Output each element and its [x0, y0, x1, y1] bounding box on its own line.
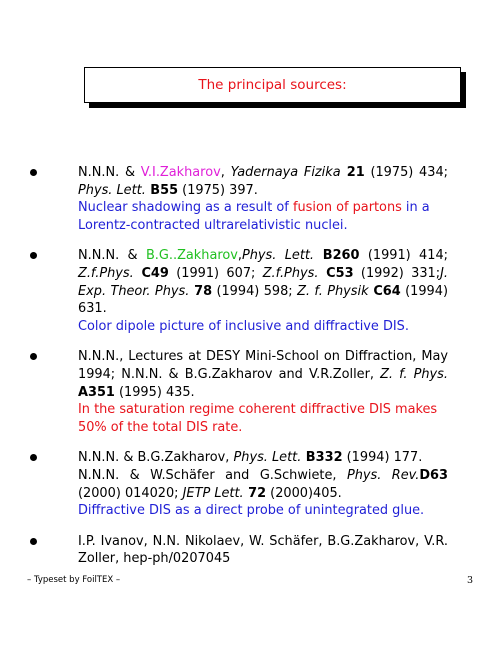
reference-note: In the saturation regime coherent diffractive DIS makes 50% of the total DIS rate.: [78, 402, 438, 435]
list-item: [28, 449, 448, 519]
page-title: The principal sources:: [198, 77, 347, 93]
list-item: [28, 164, 448, 234]
bullet-icon: [30, 454, 37, 461]
reference-note: Diffractive DIS as a direct probe of unintegrated glue.: [78, 503, 425, 519]
page-number: 3: [467, 575, 474, 586]
list-item: [28, 348, 448, 436]
reference-list: [28, 164, 448, 581]
reference-note: Color dipole picture of inclusive and diffractive DIS.: [78, 318, 409, 334]
reference-citation: N.N.N. & B.G..Zakharov,Phys. Lett. B260 (1991) 414; Z.f.Phys. C49 (1991) 607; Z.f.Phys. C53 (1992) 331;J. Exp. Theor. Phys. 78 (1994) 598; Z. f. Physik C64 (1994) 631.: [78, 248, 448, 317]
footer-typeset: – Typeset by FoilTEX –: [27, 575, 121, 585]
bullet-icon: [30, 169, 37, 176]
bullet-icon: [30, 538, 37, 545]
reference-note: Nuclear shadowing as a result of fusion of partons in a Lorentz-contracted ultrarelativistic nuclei.: [78, 200, 430, 233]
list-item: [28, 247, 448, 335]
bullet-icon: [30, 252, 37, 259]
title-box: [84, 67, 461, 103]
reference-citation: N.N.N. & B.G.Zakharov, Phys. Lett. B332 (1994) 177. N.N.N. & W.Schäfer and G.Schwiete, Phys. Rev.D63 (2000) 014020; JETP Lett. 72 (2000)405.: [78, 450, 448, 501]
reference-citation: N.N.N. & V.I.Zakharov, Yadernaya Fizika 21 (1975) 434; Phys. Lett. B55 (1975) 397.: [78, 165, 448, 198]
list-item: [28, 533, 448, 568]
reference-citation: I.P. Ivanov, N.N. Nikolaev, W. Schäfer, B.G.Zakharov, V.R. Zoller, hep-ph/0207045: [78, 533, 448, 567]
reference-citation: N.N.N., Lectures at DESY Mini-School on Diffraction, May 1994; N.N.N. & B.G.Zakharov and V.R.Zoller, Z. f. Phys. A351 (1995) 435.: [78, 349, 448, 400]
bullet-icon: [30, 353, 37, 360]
